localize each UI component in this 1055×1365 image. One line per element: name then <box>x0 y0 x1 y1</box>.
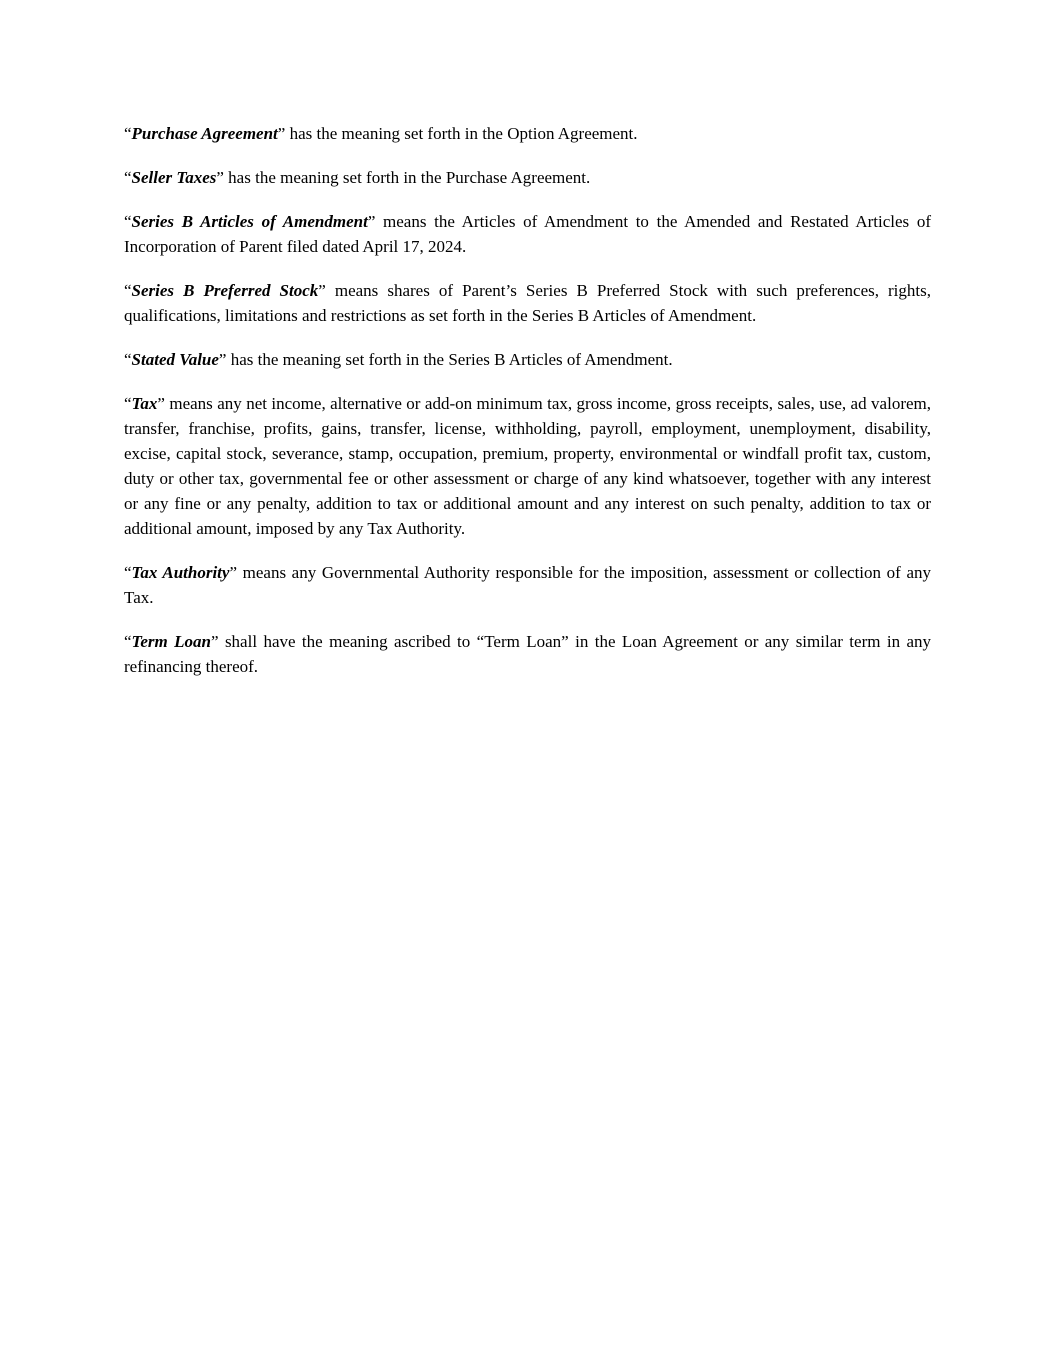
open-quote: “ <box>124 124 132 143</box>
definition-text: ” means any net income, alternative or add-on minimum tax, gross income, gross receipts, sales, use, ad valorem, transfer, franchise, profits, gains, transfer, license, withholding, payroll, employment, unemployment, disability, excise, capital stock, severance, stamp, occupation, premium, property, environmental or windfall profit tax, custom, duty or other tax, governmental fee or other assessment or charge of any kind whatsoever, together with any interest or any fine or any penalty, addition to tax or additional amount and any interest on such penalty, addition to tax or additional amount, imposed by any Tax Authority. <box>124 394 931 538</box>
defined-term: Series B Preferred Stock <box>131 281 319 300</box>
open-quote: “ <box>124 563 132 582</box>
defined-term: Series B Articles of Amendment <box>131 212 368 231</box>
definition-text: ” means any Governmental Authority responsible for the imposition, assessment or collection of any Tax. <box>124 563 931 607</box>
defined-term: Stated Value <box>131 350 219 369</box>
definition-paragraph <box>124 560 931 610</box>
definition-text: ” means the Articles of Amendment to the Amended and Restated Articles of Incorporation of Parent filed dated April 17, 2024. <box>124 212 931 256</box>
defined-term: Purchase Agreement <box>131 124 278 143</box>
open-quote: “ <box>124 350 132 369</box>
definition-paragraph <box>124 347 931 372</box>
definition-text: ” shall have the meaning ascribed to “Term Loan” in the Loan Agreement or any similar term in any refinancing thereof. <box>124 632 932 676</box>
defined-term: Seller Taxes <box>131 168 217 187</box>
definition-text: ” has the meaning set forth in the Series B Articles of Amendment. <box>218 350 673 369</box>
definition-paragraph <box>124 209 931 259</box>
definition-text: ” means shares of Parent’s Series B Preferred Stock with such preferences, rights, qualifications, limitations and restrictions as set forth in the Series B Articles of Amendment. <box>124 281 931 325</box>
open-quote: “ <box>124 281 132 300</box>
definition-paragraph <box>124 165 931 190</box>
definition-paragraph <box>124 121 931 146</box>
definition-paragraph <box>124 629 931 679</box>
defined-term: Term Loan <box>131 632 211 651</box>
open-quote: “ <box>124 394 132 413</box>
defined-term: Tax Authority <box>131 563 230 582</box>
open-quote: “ <box>124 168 132 187</box>
definition-text: ” has the meaning set forth in the Purchase Agreement. <box>216 168 591 187</box>
defined-term: Tax <box>131 394 158 413</box>
definitions-section <box>124 121 931 679</box>
open-quote: “ <box>124 632 132 651</box>
definition-paragraph <box>124 278 931 328</box>
definition-text: ” has the meaning set forth in the Option Agreement. <box>277 124 638 143</box>
definition-paragraph <box>124 391 931 541</box>
open-quote: “ <box>124 212 132 231</box>
